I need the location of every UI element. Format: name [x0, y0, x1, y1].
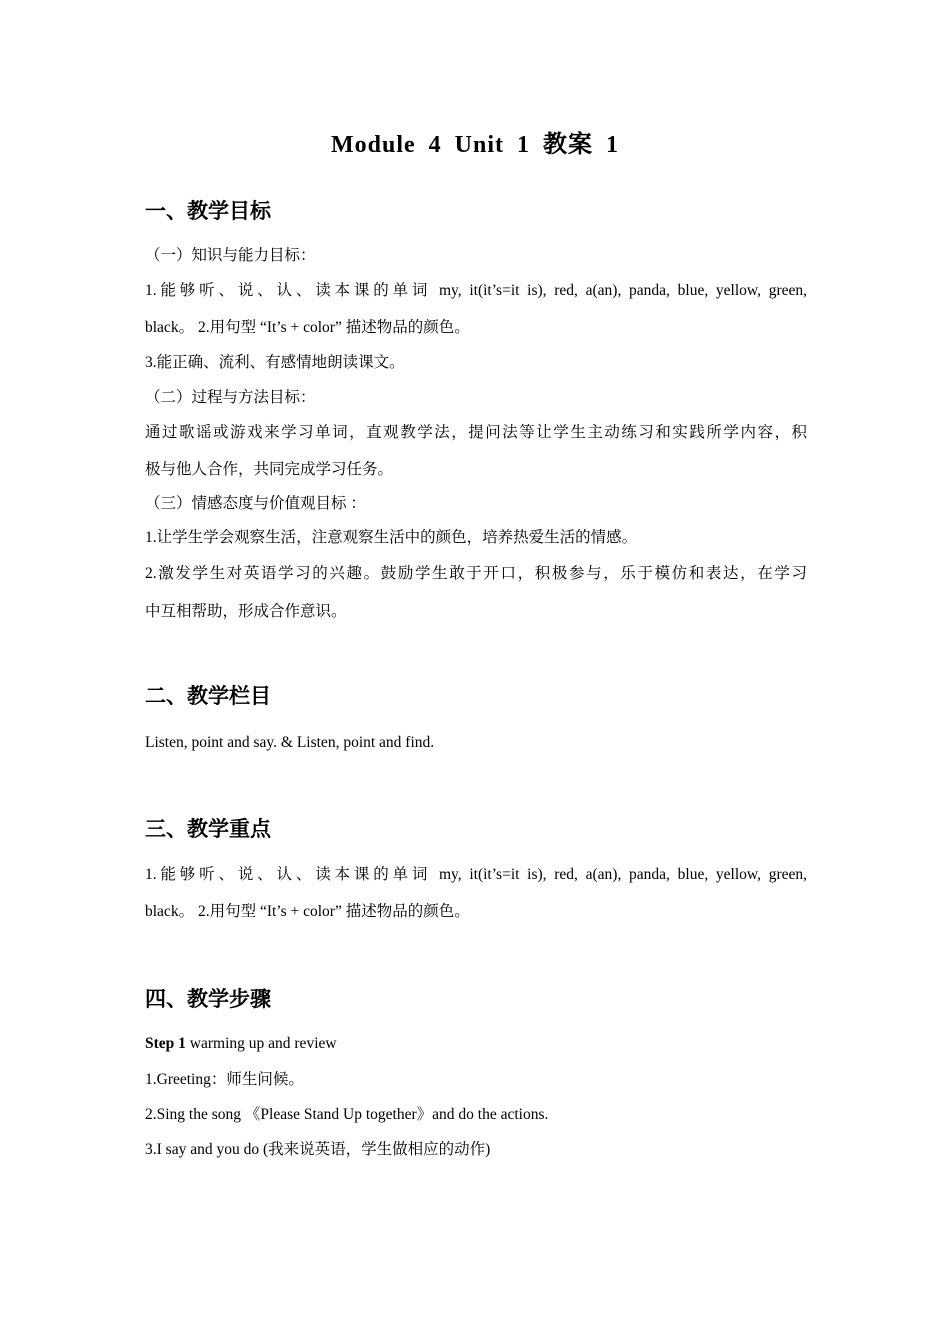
objectives-line-5: （二）过程与方法目标： [145, 389, 316, 406]
objectives-line-7: 极与他人合作，共同完成学习任务。 [145, 461, 394, 478]
columns-line-1: Listen, point and say. & Listen, point and find. [145, 734, 435, 751]
step-1-text: warming up and review [185, 1035, 337, 1052]
objectives-line-8: （三）情感态度与价值观目标 ： [145, 495, 366, 512]
section-heading-key-points: 三、教学重点 [145, 817, 271, 841]
key-points-line-2: black。 2.用句型 “It’s + color” 描述物品的颜色。 [145, 903, 470, 920]
section-heading-objectives: 一、教学目标 [145, 199, 271, 223]
section-heading-columns: 二、教学栏目 [145, 684, 271, 708]
objectives-line-6: 通过歌谣或游戏来学习单词，直观教学法，提问法等让学生主动练习和实践所学内容，积 [145, 424, 807, 441]
steps-line-1: 1.Greeting：师生问候。 [145, 1071, 304, 1088]
objectives-line-10: 2.激发学生对英语学习的兴趣。鼓励学生敢于开口，积极参与，乐于模仿和表达，在学习 [145, 565, 807, 582]
objectives-line-11: 中互相帮助，形成合作意识。 [145, 603, 347, 620]
document-title: Module 4 Unit 1 教案 1 [330, 132, 619, 158]
step-1-label: Step 1 [145, 1035, 186, 1052]
objectives-line-4: 3.能正确、流利、有感情地朗读课文。 [145, 354, 405, 371]
step-1-line [145, 1034, 807, 1054]
steps-line-3: 3.I say and you do (我来说英语，学生做相应的动作) [145, 1141, 491, 1158]
section-heading-steps: 四、教学步骤 [145, 987, 271, 1011]
objectives-line-1: （一）知识与能力目标： [145, 247, 316, 264]
steps-line-2: 2.Sing the song 《Please Stand Up together》and do the actions. [145, 1106, 549, 1123]
objectives-line-2: 1.能够听、说、认、读本课的单词 my, it(it’s=it is), red, a(an), panda, blue, yellow, green, [145, 282, 807, 299]
key-points-line-1: 1.能够听、说、认、读本课的单词 my, it(it’s=it is), red, a(an), panda, blue, yellow, green, [145, 866, 807, 883]
objectives-line-3: black。 2.用句型 “It’s + color” 描述物品的颜色。 [145, 319, 470, 336]
objectives-line-9: 1.让学生学会观察生活，注意观察生活中的颜色，培养热爱生活的情感。 [145, 529, 638, 546]
